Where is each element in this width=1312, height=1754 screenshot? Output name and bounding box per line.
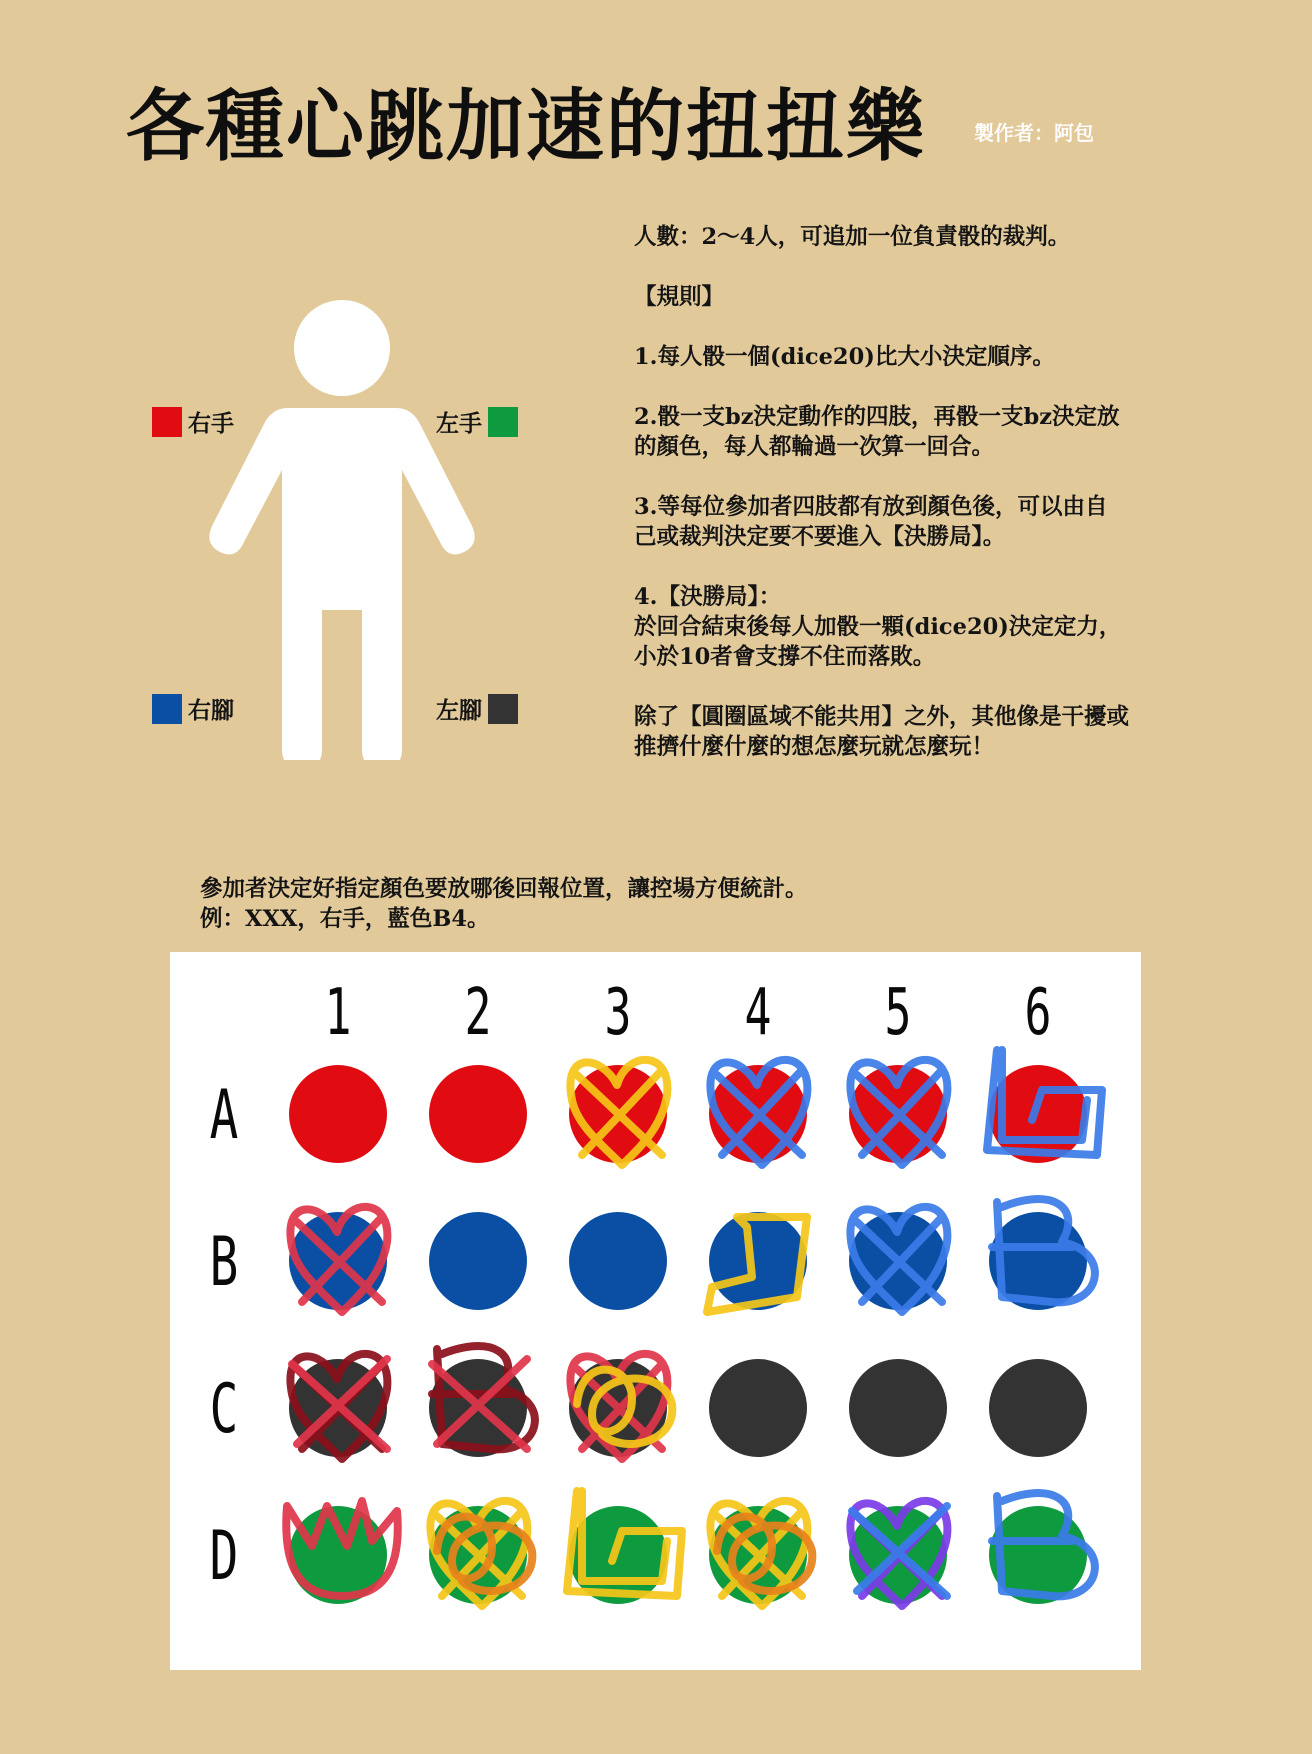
row-label: A	[209, 1075, 239, 1155]
row-label: B	[209, 1222, 239, 1302]
board-spot-A2[interactable]	[429, 1065, 527, 1163]
rule-3: 3.等每位參加者四肢都有放到顏色後，可以由自 己或裁判決定要不要進入【決勝局】。	[634, 494, 1108, 550]
legend-right-hand	[152, 405, 234, 438]
row-label: D	[209, 1516, 239, 1596]
legend-label: 右手	[188, 410, 234, 437]
legend-left-foot	[436, 692, 518, 725]
instructions-text: 參加者決定好指定顏色要放哪後回報位置，讓控場方便統計。 例：XXX，右手，藍色B4。	[200, 876, 808, 932]
board-spot-B2[interactable]	[429, 1212, 527, 1310]
board-grid	[170, 952, 1141, 1670]
black-swatch-icon	[488, 694, 518, 724]
board-spot-C5[interactable]	[849, 1359, 947, 1457]
legend-left-hand	[436, 405, 518, 438]
column-number: 4	[744, 976, 772, 1051]
column-number: 5	[884, 976, 912, 1051]
blue-swatch-icon	[152, 694, 182, 724]
board-spot-B3[interactable]	[569, 1212, 667, 1310]
legend-right-foot	[152, 692, 234, 725]
rules-heading: 【規則】	[634, 284, 725, 310]
page-title: 各種心跳加速的扭扭樂	[126, 81, 927, 172]
rule-4: 4.【決勝局】： 於回合結束後每人加骰一顆(dice20)決定定力， 小於10者會支撐不住而落敗。	[634, 584, 1122, 670]
legend-label: 右腳	[188, 697, 234, 724]
rules-panel	[634, 222, 1194, 792]
board-spot-C6[interactable]	[989, 1359, 1087, 1457]
column-number: 6	[1024, 976, 1052, 1051]
rules-note: 除了【圓圈區域不能共用】之外，其他像是干擾或 推擠什麼什麼的想怎麼玩就怎麼玩！	[634, 704, 1130, 760]
legend-label: 左腳	[436, 697, 482, 724]
body-diagram	[150, 290, 540, 760]
row-label: C	[209, 1369, 239, 1449]
column-number: 1	[324, 976, 352, 1051]
column-number: 2	[464, 976, 492, 1051]
person-silhouette-icon	[150, 290, 540, 760]
author-credit: 製作者：阿包	[974, 121, 1094, 145]
board-spot-C4[interactable]	[709, 1359, 807, 1457]
red-swatch-icon	[152, 407, 182, 437]
legend-label: 左手	[436, 410, 482, 437]
rule-1: 1.每人骰一個(dice20)比大小決定順序。	[634, 344, 1055, 370]
green-swatch-icon	[488, 407, 518, 437]
players-text: 人數：2～4人，可追加一位負責骰的裁判。	[634, 224, 1071, 250]
board-spot-A1[interactable]	[289, 1065, 387, 1163]
column-number: 3	[604, 976, 632, 1051]
rule-2: 2.骰一支bz決定動作的四肢，再骰一支bz決定放 的顏色，每人都輪過一次算一回合。	[634, 404, 1120, 460]
game-board	[170, 952, 1141, 1670]
